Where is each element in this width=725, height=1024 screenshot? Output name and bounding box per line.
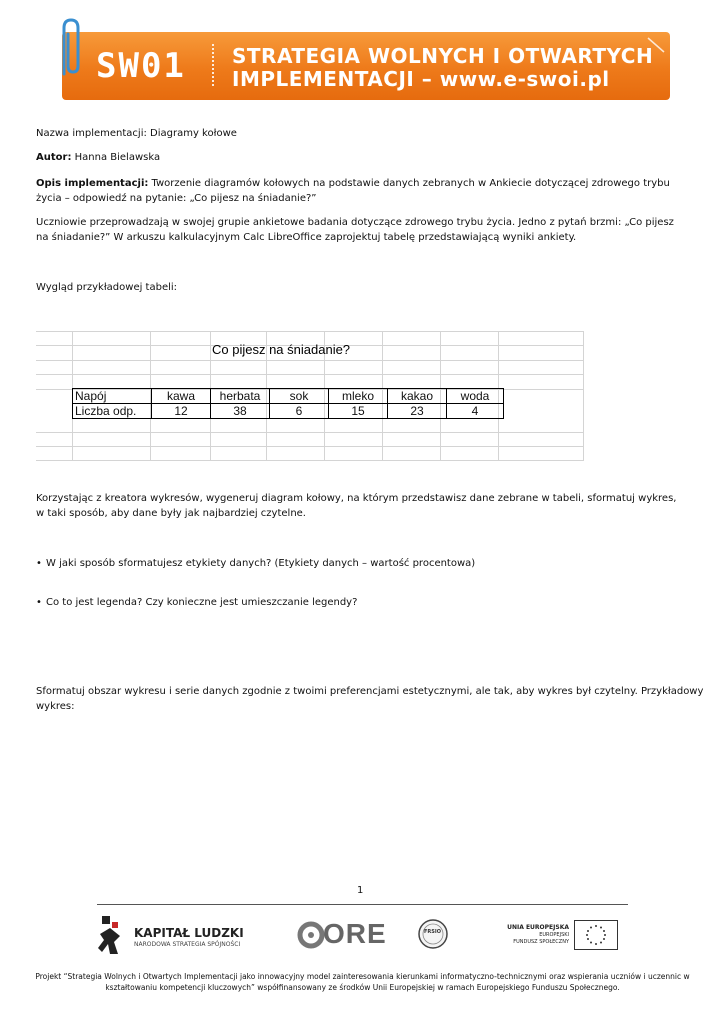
table-intro: Wygląd przykładowej tabeli: (36, 282, 178, 293)
frsio-label: FRSIO (424, 929, 441, 935)
drink-cell: herbata (211, 389, 270, 404)
intro-paragraph: Uczniowie przeprowadzają w swojej grupie ankietowe badania dotyczące zdrowego trybu życia. Jedno z pytań brzmi: „Co pijesz na śniadanie?” W arkuszu kalkulacyjnym Calc LibreOffice zaprojektuj tabelę przedstawiającą wyniki ankiety. (36, 217, 674, 243)
project-funding-note (30, 971, 695, 993)
kapital-ludzki-figure-icon (96, 912, 128, 958)
ore-circle-icon (297, 921, 325, 949)
chart-wizard-paragraph: Korzystając z kreatora wykresów, wygeneruj diagram kołowy, na którym przedstawisz dane zebrane w tabeli, sformatuj wykres, w taki sposób, aby dane były jak najbardziej czytelne. (36, 493, 677, 519)
banner-divider (212, 44, 214, 86)
banner-title-line1: STRATEGIA WOLNYCH I OTWARTYCH (232, 44, 654, 68)
spreadsheet-screenshot (36, 331, 584, 461)
bullet-marker: • (36, 558, 42, 569)
description-value: Tworzenie diagramów kołowych na podstawie danych zebranych w Ankiecie dotyczącej zdrowego trybu życia – odpowiedź na pytanie: „Co pijesz na śniadanie?” (36, 178, 670, 204)
table-header-row (73, 389, 504, 404)
drink-cell: sok (270, 389, 329, 404)
table-data-row (73, 404, 504, 419)
eu-flag-icon (574, 920, 618, 950)
header-label-cell: Napój (73, 389, 152, 404)
author-value: Hanna Bielawska (71, 152, 161, 163)
banner-logo: SW01 (96, 46, 186, 86)
bullet-marker: • (36, 597, 42, 608)
eu-title: UNIA EUROPEJSKA (507, 924, 569, 931)
drink-cell: woda (447, 389, 504, 404)
bullet-text: Co to jest legenda? Czy konieczne jest umieszczanie legendy? (46, 597, 358, 608)
count-cell: 15 (329, 404, 388, 419)
count-cell: 38 (211, 404, 270, 419)
count-cell: 6 (270, 404, 329, 419)
author-line (36, 150, 160, 165)
eu-subtitle-2: FUNDUSZ SPOŁECZNY (513, 939, 569, 945)
drink-cell: mleko (329, 389, 388, 404)
project-note-line1: Projekt “Strategia Wolnych i Otwartych Implementacji jako innowacyjny model zainteresowania kierunkami informatyczno-technicznymi oraz wspierania uczniów i uczennic w (35, 972, 690, 981)
banner-title-line2: IMPLEMENTACJI – www.e-swoi.pl (232, 67, 610, 91)
row-label-cell: Liczba odp. (73, 404, 152, 419)
ore-logo: ORE (323, 918, 387, 949)
implementation-name: Nazwa implementacji: Diagramy kołowe (36, 128, 237, 139)
kapital-ludzki-title: KAPITAŁ LUDZKI (134, 926, 244, 940)
count-cell: 4 (447, 404, 504, 419)
eu-subtitle-1: EUROPEJSKI (539, 932, 569, 938)
drink-cell: kawa (152, 389, 211, 404)
count-cell: 12 (152, 404, 211, 419)
spreadsheet-title: Co pijesz na śniadanie? (212, 342, 351, 357)
bullet-text: W jaki sposób sformatujesz etykiety danych? (Etykiety danych – wartość procentowa) (46, 558, 476, 569)
survey-table (72, 388, 504, 419)
description-paragraph (36, 176, 676, 206)
project-note-line2: kształtowaniu kompetencji kluczowych” współfinansowany ze środków Unii Europejskiej w ramach Europejskiego Funduszu Społecznego. (105, 983, 620, 992)
drink-cell: kakao (388, 389, 447, 404)
paperclip-icon (54, 16, 88, 80)
kapital-ludzki-subtitle: NARODOWA STRATEGIA SPÓJNOŚCI (134, 941, 241, 948)
author-label: Autor: (36, 152, 72, 163)
bullet-item (36, 556, 475, 571)
bullet-item (36, 595, 357, 610)
description-label: Opis implementacji: (36, 178, 149, 189)
count-cell: 23 (388, 404, 447, 419)
page-curl-icon (646, 36, 666, 56)
footer-divider (97, 904, 628, 905)
format-paragraph: Sformatuj obszar wykresu i serie danych zgodnie z twoimi preferencjami estetycznymi, ale tak, aby wykres był czytelny. Przykładowy wykres: (36, 686, 704, 712)
page-number: 1 (357, 885, 364, 896)
